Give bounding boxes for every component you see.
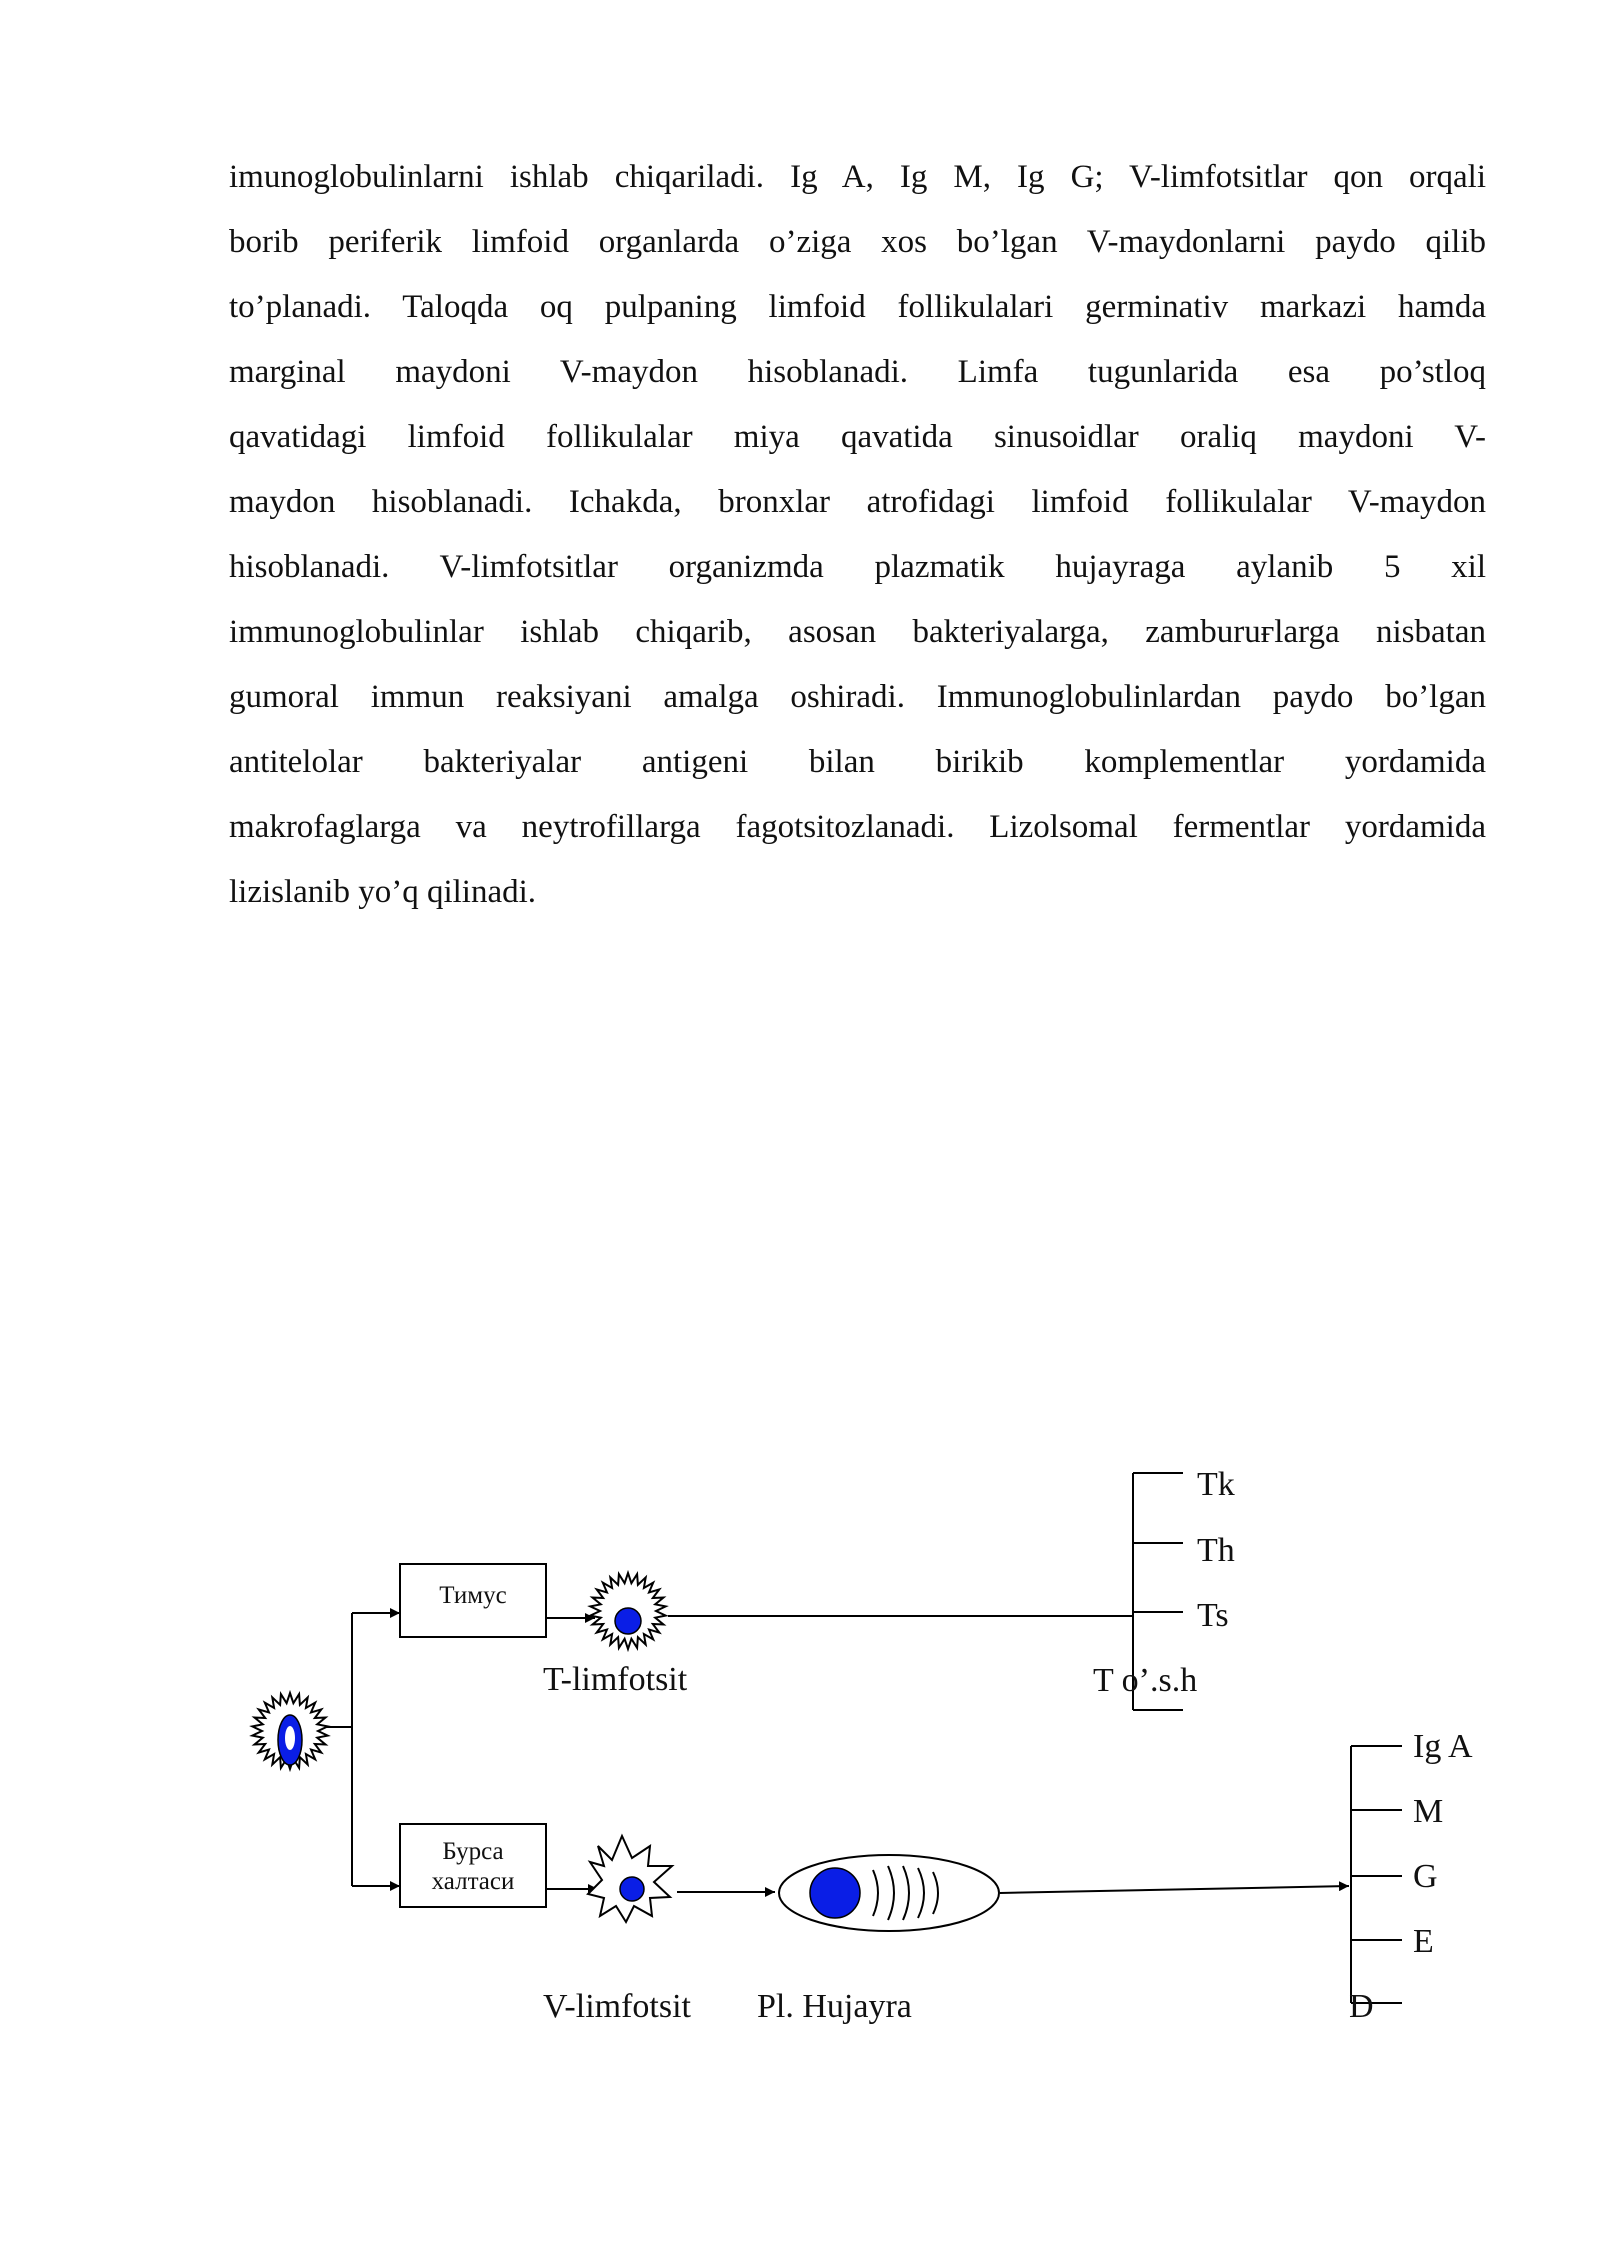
thymus-label: Тимус — [439, 1582, 507, 1609]
bursa-box — [400, 1824, 546, 1907]
t-subset-ts: Ts — [1197, 1597, 1229, 1634]
bursa-label-line1: Бурса — [442, 1838, 504, 1865]
t-lymphocyte-icon — [590, 1573, 665, 1649]
paragraph-line: immunoglobulinlar ishlab chiqarib, asosan bakteriyalarga, zamburuғlarga nisbatan — [229, 614, 1486, 650]
ig-m-label: M — [1413, 1793, 1444, 1830]
paragraph-line: makrofaglarga va neytrofillarga fagotsitozlanadi. Lizolsomal fermentlar yordamida — [229, 809, 1486, 845]
ig-e-label: E — [1413, 1923, 1434, 1960]
paragraph-line: maydon hisoblanadi. Ichakda, bronxlar atrofidagi limfoid follikulalar V-maydon — [229, 484, 1486, 520]
paragraph-line: gumoral immun reaksiyani amalga oshiradi. Immunoglobulinlardan paydo bo’lgan — [229, 679, 1486, 715]
t-lymphocyte-label: T-limfotsit — [543, 1661, 688, 1698]
paragraph-line: lizislanib yo’q qilinadi. — [229, 874, 537, 910]
stem-cell-icon — [252, 1693, 327, 1769]
ig-a-label: Ig A — [1413, 1728, 1473, 1765]
paragraph-line: hisoblanadi. V-limfotsitlar organizmda plazmatik hujayraga aylanib 5 xil — [229, 549, 1486, 585]
plasma-cell-label: Pl. Hujayra — [757, 1988, 912, 2025]
paragraph-line: borib periferik limfoid organlarda o’ziga xos bo’lgan V-maydonlarni paydo qilib — [229, 224, 1486, 260]
bursa-label-line2: халтаси — [431, 1868, 515, 1895]
plasma-cell-icon — [779, 1855, 999, 1931]
t-subsets-label: T o’.s.h — [1093, 1662, 1198, 1699]
t-subset-th: Th — [1197, 1532, 1235, 1569]
paragraph-line: antitelolar bakteriyalar antigeni bilan birikib komplementlar yordamida — [229, 744, 1486, 780]
ig-bracket — [1351, 1746, 1402, 2003]
t-subset-tk: Tk — [1197, 1466, 1235, 1503]
lymphocyte-diagram — [0, 1380, 1600, 2080]
branch-lines — [326, 1613, 400, 1886]
paragraph-line: qavatidagi limfoid follikulalar miya qavatida sinusoidlar oraliq maydoni V- — [229, 419, 1486, 455]
paragraph-line: to’planadi. Taloqda oq pulpaning limfoid follikulalari germinativ markazi hamda — [229, 289, 1486, 325]
v-lymphocyte-icon — [588, 1836, 672, 1922]
ig-g-label: G — [1413, 1858, 1438, 1895]
v-lymphocyte-label: V-limfotsit — [543, 1988, 691, 2025]
paragraph-line: imunoglobulinlarni ishlab chiqariladi. Ig A, Ig M, Ig G; V-limfotsitlar qon orqali — [229, 159, 1486, 195]
ig-d-label: D — [1349, 1988, 1374, 2025]
arrow-plasma-to-ig — [1000, 1886, 1349, 1893]
thymus-box — [400, 1564, 546, 1637]
body-paragraph — [229, 145, 1486, 925]
paragraph-line: marginal maydoni V-maydon hisoblanadi. Limfa tugunlarida esa po’stloq — [229, 354, 1486, 390]
